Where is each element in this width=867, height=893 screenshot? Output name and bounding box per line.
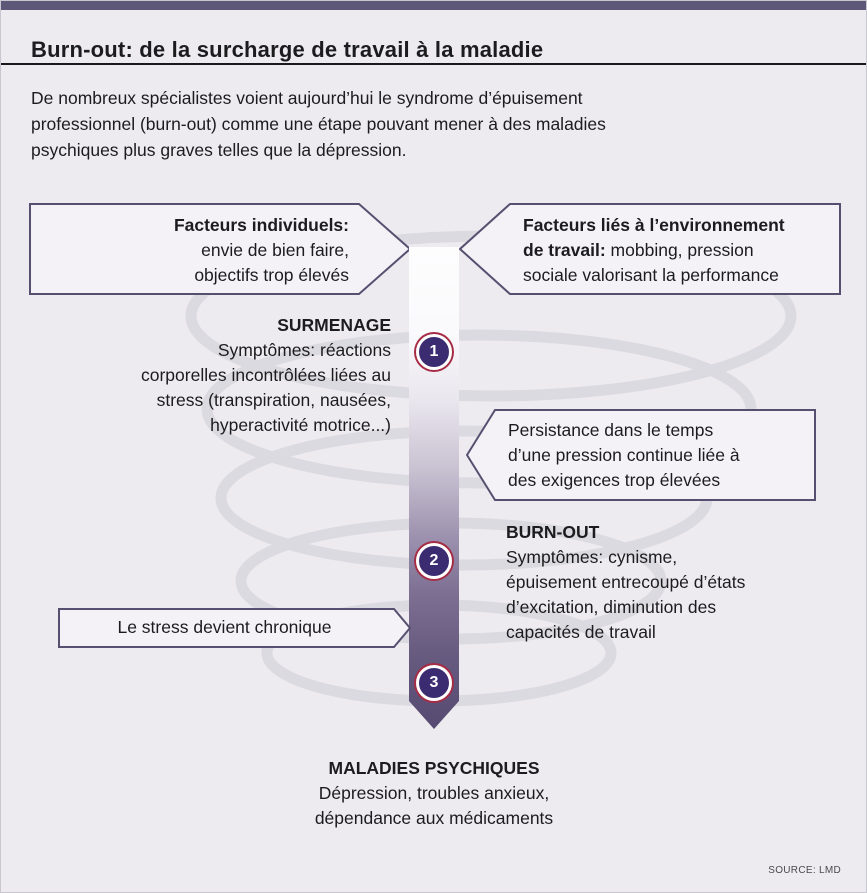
persistance-line: des exigences trop élevées [508,470,721,490]
intro-paragraph [31,85,606,163]
stage2-number-badge [416,543,452,579]
chronic-stress-text: Le stress devient chronique [117,617,332,637]
stage1-line: Symptômes: réactions [217,340,391,360]
stage1-surmenage-block [96,313,391,438]
stage1-title: SURMENAGE [277,315,391,335]
stage2-number: 2 [429,552,439,569]
stage2-burnout-block [506,520,816,645]
persistance-box [466,409,816,501]
outcome-block [254,756,614,831]
intro-line: professionnel (burn-out) comme une étape pouvant mener à des maladies [31,114,606,134]
factors-individual-text [49,213,349,288]
stage1-line: corporelles incontrôlées liées au [141,365,391,385]
factors-environment-rest: mobbing, pression [605,240,754,260]
persistance-text [508,418,806,493]
factors-environment-box [459,203,841,295]
factors-environment-text [523,213,827,288]
factors-environment-line: sociale valorisant la performance [523,265,779,285]
stage2-line: Symptômes: cynisme, [506,547,678,567]
top-accent-bar [1,1,866,10]
outcome-title: MALADIES PSYCHIQUES [328,758,540,778]
stage2-line: épuisement entrecoupé d’états [506,572,746,592]
factors-individual-lead: Facteurs individuels: [173,215,349,235]
stage3-number: 3 [429,674,439,691]
persistance-line: d’une pression continue liée à [508,445,740,465]
stage1-line: stress (transpiration, nausées, [156,390,391,410]
stage2-title: BURN-OUT [506,522,600,542]
factors-environment-line [523,213,827,238]
outcome-line: dépendance aux médicaments [314,808,554,828]
source-credit: SOURCE: LMD [768,865,841,876]
stage1-number: 1 [429,343,439,360]
stage2-line: d’excitation, diminution des [506,597,717,617]
stage2-line: capacités de travail [506,622,656,642]
chronic-stress-box [58,608,411,648]
factors-environment-lead2: de travail: [523,240,606,260]
factors-individual-line: objectifs trop élevés [194,265,349,285]
outcome-line: Dépression, troubles anxieux, [318,783,550,803]
intro-line: De nombreux spécialistes voient aujourd’hui le syndrome d’épuisement [31,88,583,108]
descent-arrow-ribbon [409,247,459,729]
page-title: Burn-out: de la surcharge de travail à la maladie [31,36,544,62]
title-divider [1,63,866,65]
factors-environment-lead: Facteurs liés à l’environnement [523,215,785,235]
stage1-number-badge [416,334,452,370]
persistance-line: Persistance dans le temps [508,420,714,440]
stage3-number-badge [416,665,452,701]
factors-environment-line [523,238,827,263]
stage1-line: hyperactivité motrice...) [210,415,391,435]
factors-individual-box [29,203,411,295]
factors-individual-line: envie de bien faire, [201,240,349,260]
intro-line: psychiques plus graves telles que la dépression. [31,140,407,160]
